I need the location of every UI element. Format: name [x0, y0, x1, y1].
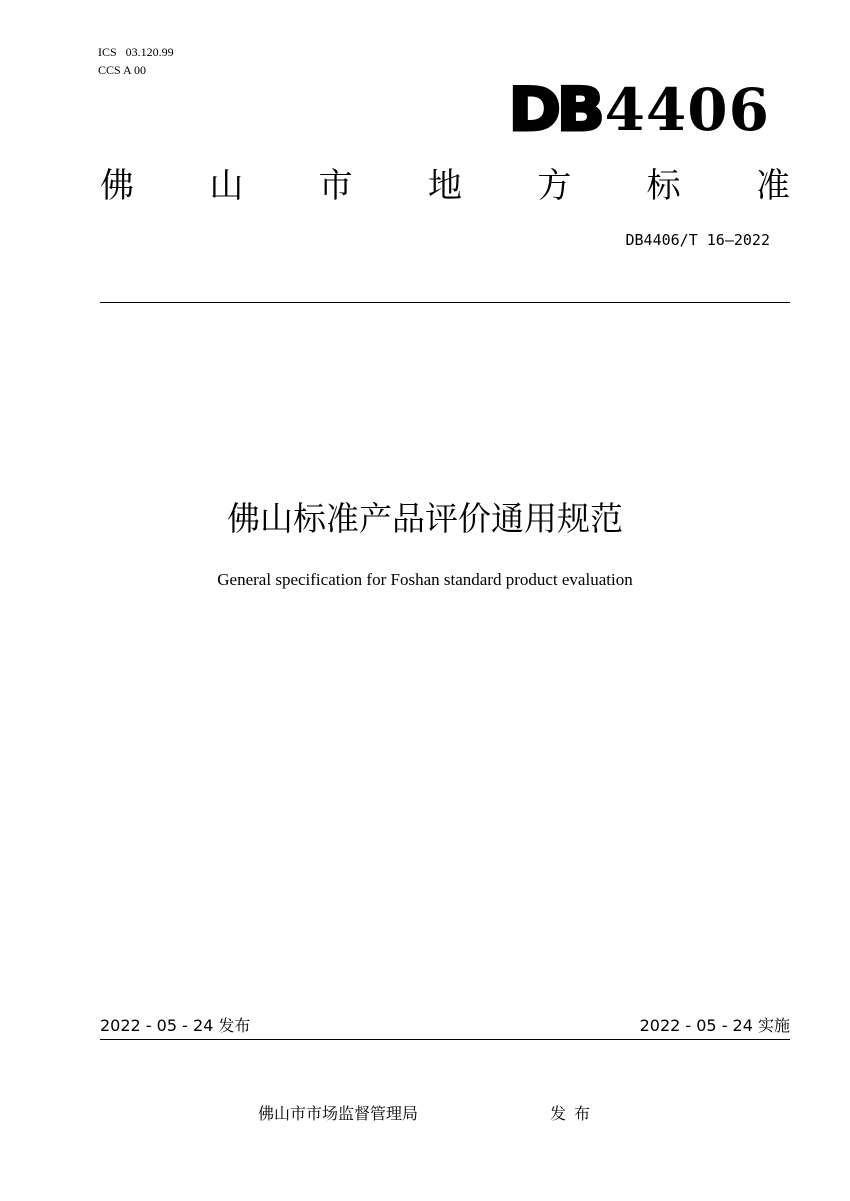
ics-code: ICS 03.120.99: [98, 45, 174, 59]
standard-type-char: 方: [537, 166, 572, 206]
standard-mark: [508, 75, 770, 145]
document-title-cn: 佛山标准产品评价通用规范: [227, 499, 623, 538]
standard-type-char: 地: [427, 166, 462, 206]
standard-type-char: 标: [646, 166, 681, 206]
bottom-divider: [100, 1039, 790, 1040]
issue-action: 发布: [550, 1104, 599, 1123]
top-divider: [100, 302, 790, 303]
issuer-name: 佛山市市场监督管理局: [258, 1104, 419, 1123]
implement-date: 2022 - 05 - 24 实施: [639, 1016, 790, 1035]
date-row: [100, 1015, 790, 1037]
standard-type-char: 市: [318, 166, 353, 206]
document-title-en: General specification for Foshan standard product evaluation: [217, 570, 633, 589]
release-date: 2022 - 05 - 24 发布: [100, 1016, 251, 1035]
standard-code: DB4406/T 16—2022: [625, 231, 770, 249]
standard-type-title: [100, 163, 790, 209]
standard-mark-letters: DB: [508, 75, 601, 145]
standard-type-char: 准: [755, 166, 790, 206]
standard-mark-number: 4406: [604, 76, 770, 144]
standard-type-char: 佛: [100, 166, 134, 206]
ccs-code: CCS A 00: [98, 63, 147, 77]
standard-type-char: 山: [209, 166, 244, 206]
